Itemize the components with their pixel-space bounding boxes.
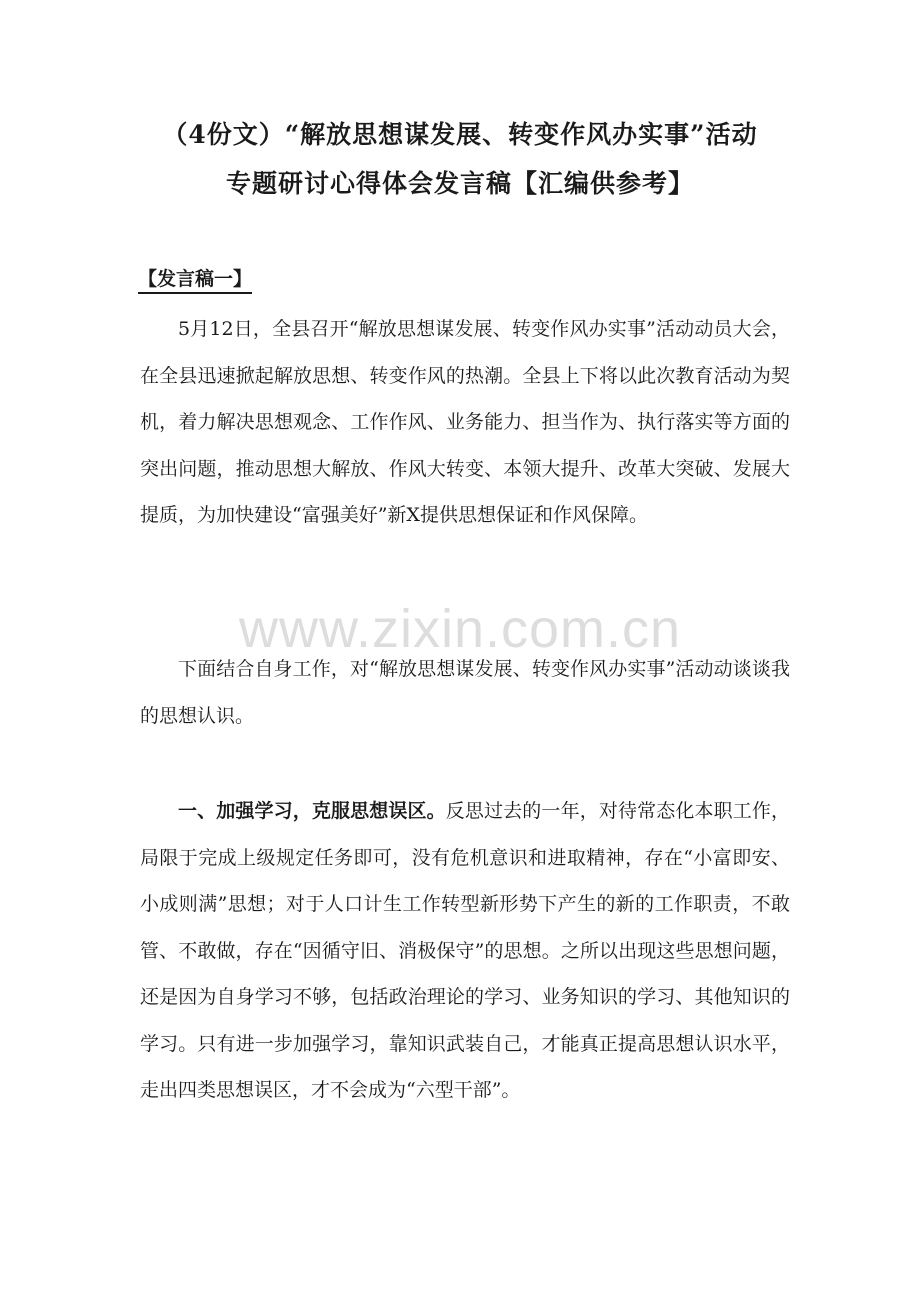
paragraph-3-body: 反思过去的一年，对待常态化本职工作，局限于完成上级规定任务即可，没有危机意识和进取精神，存在“小富即安、小成则满”思想；对于人口计生工作转型新形势下产生的新的工作职责，不敢管、不敢做，存在“因循守旧、消极保守”的思想。之所以出现这些思想问题，还是因为自身学习不够，包括政治理论的学习、业务知识的学习、其他知识的学习。只有进一步加强学习，靠知识武装自己，才能真正提高思想认识水平，走出四类思想误区，才不会成为“六型干部”。	[140, 800, 790, 1101]
paragraph-3	[140, 788, 790, 1114]
watermark: www.zixin.com.cn	[238, 599, 682, 659]
section-heading: 【发言稿一】	[138, 266, 252, 294]
document-title-line-1: （4份文）“解放思想谋发展、转变作风办实事”活动	[162, 120, 758, 149]
paragraph-2: 下面结合自身工作，对“解放思想谋发展、转变作风办实事”活动动谈谈我的思想认识。	[140, 658, 790, 727]
paragraph-3-lead: 一、加强学习，克服思想误区。	[178, 800, 446, 822]
paragraph-1: 5月12日，全县召开“解放思想谋发展、转变作风办实事”活动动员大会，在全县迅速掀起解放思想、转变作风的热潮。全县上下将以此次教育活动为契机，着力解决思想观念、工作作风、业务能力、担当作为、执行落实等方面的突出问题，推动思想大解放、作风大转变、本领大提升、改革大突破、发展大提质，为加快建设“富强美好”新X提供思想保证和作风保障。	[140, 318, 790, 526]
document-title-line-2: 专题研讨心得体会发言稿【汇编供参考】	[225, 169, 694, 198]
